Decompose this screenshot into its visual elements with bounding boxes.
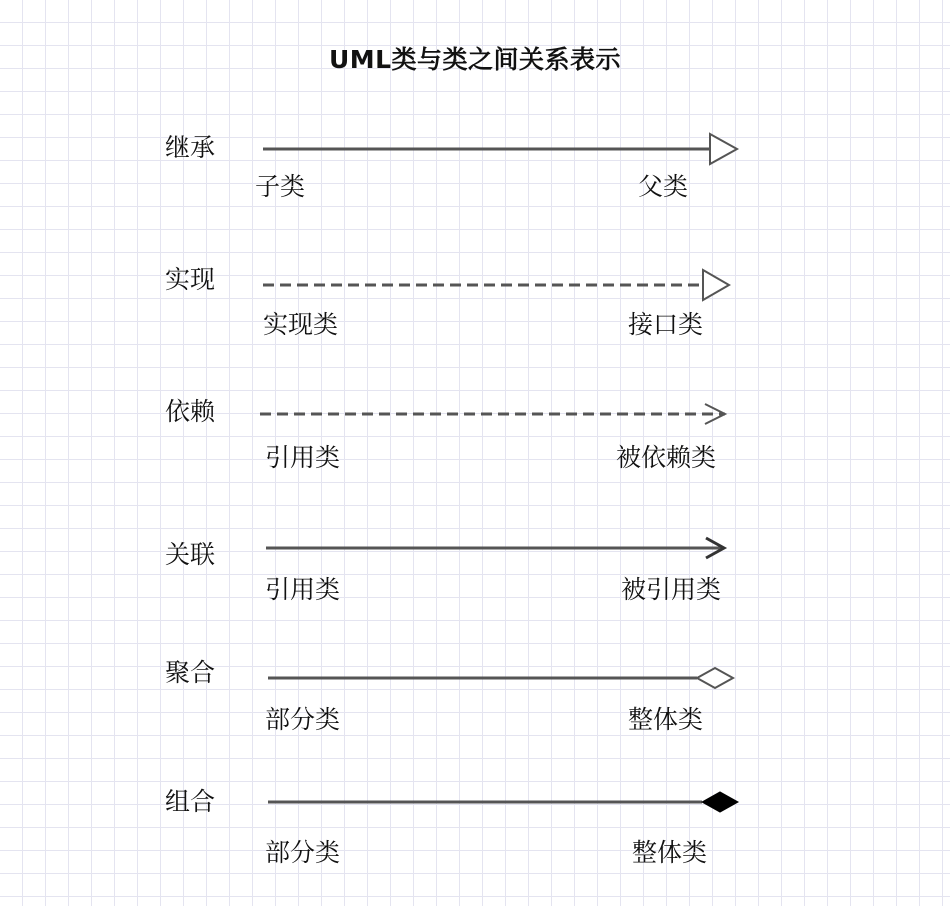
relation-dependency	[260, 404, 725, 424]
source-class-label: 部分类	[265, 838, 341, 867]
source-class-label: 引用类	[265, 575, 341, 604]
relation-name: 聚合	[165, 658, 216, 687]
source-class-label: 部分类	[265, 705, 341, 734]
filled-diamond-icon	[702, 792, 738, 812]
open-triangle-icon	[710, 134, 737, 164]
relation-composition	[268, 792, 738, 812]
relation-name: 依赖	[165, 397, 216, 426]
source-class-label: 子类	[255, 172, 306, 201]
target-class-label: 整体类	[632, 838, 708, 867]
diagram-title: UML类与类之间关系表示	[328, 45, 622, 74]
source-class-label: 实现类	[263, 310, 339, 339]
open-triangle-icon	[703, 270, 729, 300]
relation-name: 继承	[165, 133, 216, 162]
target-class-label: 父类	[638, 172, 689, 201]
relation-name: 组合	[165, 787, 216, 816]
hollow-diamond-icon	[697, 668, 733, 688]
relation-realization	[263, 270, 729, 300]
target-class-label: 被引用类	[621, 575, 722, 604]
relation-name: 关联	[165, 540, 216, 569]
relation-association	[266, 538, 724, 558]
relation-aggregation	[268, 668, 733, 688]
source-class-label: 引用类	[265, 443, 341, 472]
relation-name: 实现	[165, 265, 216, 294]
target-class-label: 被依赖类	[616, 443, 717, 472]
relation-inheritance	[263, 134, 737, 164]
target-class-label: 整体类	[628, 705, 704, 734]
target-class-label: 接口类	[628, 310, 704, 339]
